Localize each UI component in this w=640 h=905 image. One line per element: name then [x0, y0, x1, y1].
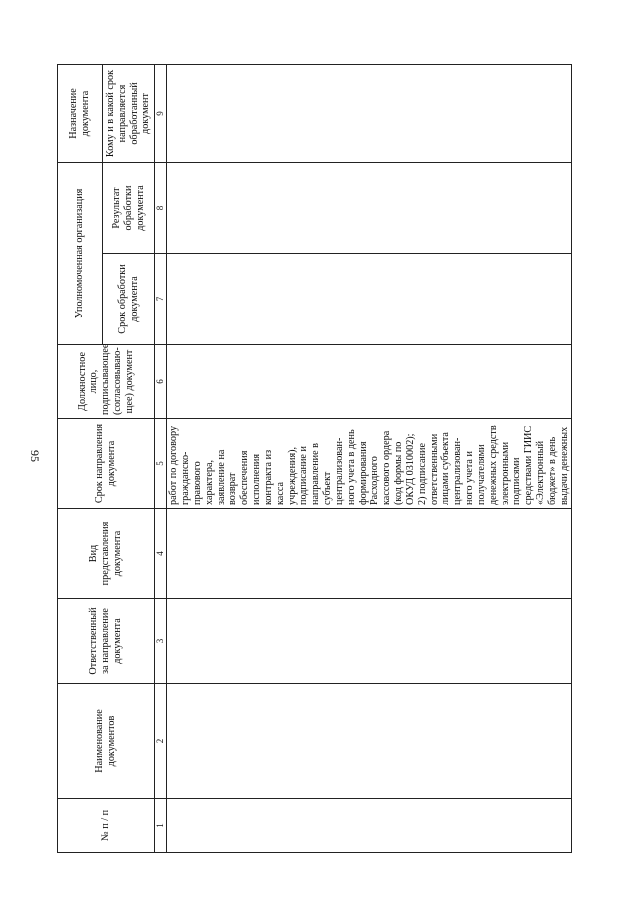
send-deadline-line: гражданско- — [180, 451, 192, 505]
column-number: 3 — [155, 599, 167, 684]
cell-number — [167, 799, 572, 853]
send-deadline-line: централизован- — [333, 437, 345, 505]
cell-recipient — [167, 64, 572, 162]
send-deadline-line: направление в — [310, 443, 322, 505]
header-processing-deadline: Срок обработки документа — [103, 254, 155, 345]
send-deadline-line: лицами субъекта — [440, 432, 452, 505]
send-deadline-line: формирования — [357, 441, 369, 505]
send-deadline-line: «Электронный — [534, 440, 546, 505]
send-deadline-line: Расходного — [369, 456, 381, 505]
document-table — [57, 64, 572, 853]
send-deadline-line: средствами ГИИС — [523, 425, 535, 505]
cell-send-deadline — [167, 419, 572, 509]
send-deadline-line: электронными — [499, 441, 511, 505]
column-number: 5 — [155, 419, 167, 509]
table-row — [167, 64, 572, 852]
header-presentation-type: Вид представления документа — [58, 509, 155, 599]
send-deadline-line: выдачи денежных — [558, 426, 570, 505]
cell-document-name — [167, 684, 572, 799]
send-deadline-line: подписями — [511, 457, 523, 505]
send-deadline-text — [167, 419, 571, 508]
send-deadline-line: ного учета в день — [345, 429, 357, 505]
column-number: 2 — [155, 684, 167, 799]
send-deadline-line: субъект — [322, 471, 334, 505]
page-number: 95 — [28, 450, 42, 462]
header-official: Должностное лицо, подписывающее (согласовываю-щее) документ — [58, 345, 155, 419]
send-deadline-line: бюджет» в день — [546, 436, 558, 505]
header-recipient: Кому и в какой срок направляется обработанный документ — [103, 64, 155, 162]
column-number: 7 — [155, 254, 167, 345]
cell-processing-deadline — [167, 254, 572, 345]
send-deadline-line: ответственными — [428, 433, 440, 505]
column-number: 8 — [155, 162, 167, 253]
send-deadline-line: правового — [191, 461, 203, 505]
column-number: 6 — [155, 345, 167, 419]
header-processing-result: Результат обработки документа — [103, 162, 155, 253]
send-deadline-line: централизован- — [452, 437, 464, 505]
send-deadline-line: заявление на — [215, 449, 227, 505]
column-number-row — [155, 64, 167, 852]
header-document-name: Наименование документов — [58, 684, 155, 799]
column-number: 9 — [155, 64, 167, 162]
cell-responsible — [167, 599, 572, 684]
column-number: 1 — [155, 799, 167, 853]
send-deadline-line: денежных средств — [487, 425, 499, 505]
header-authorized-org: Уполномоченная организация — [58, 162, 103, 344]
cell-processing-result — [167, 162, 572, 253]
send-deadline-line: 2) подписание — [416, 443, 428, 505]
cell-presentation-type — [167, 509, 572, 599]
send-deadline-line: характера, — [203, 459, 215, 505]
send-deadline-line: исполнения — [251, 453, 263, 505]
send-deadline-line: (код формы по — [393, 441, 405, 505]
column-number: 4 — [155, 509, 167, 599]
send-deadline-line: кассового ордера — [381, 430, 393, 505]
send-deadline-line: получателями — [475, 444, 487, 505]
header-responsible: Ответственный за направление документа — [58, 599, 155, 684]
header-send-deadline: Срок направления документа — [58, 419, 155, 509]
send-deadline-line: обеспечения — [239, 450, 251, 505]
send-deadline-line: ного учета и — [464, 451, 476, 505]
send-deadline-line: возврат — [227, 472, 239, 505]
header-number: № п / п — [58, 799, 155, 853]
send-deadline-line: контракта из — [262, 449, 274, 505]
send-deadline-line: подписание и — [298, 446, 310, 505]
send-deadline-line: касса — [274, 481, 286, 505]
send-deadline-line: ОКУД 0310002); — [404, 433, 416, 505]
send-deadline-line: работ по договору — [168, 425, 180, 505]
send-deadline-line: учреждения), — [286, 446, 298, 505]
header-purpose: Назначение документа — [58, 64, 103, 162]
rotated-table-page — [57, 19, 597, 853]
cell-official — [167, 345, 572, 419]
